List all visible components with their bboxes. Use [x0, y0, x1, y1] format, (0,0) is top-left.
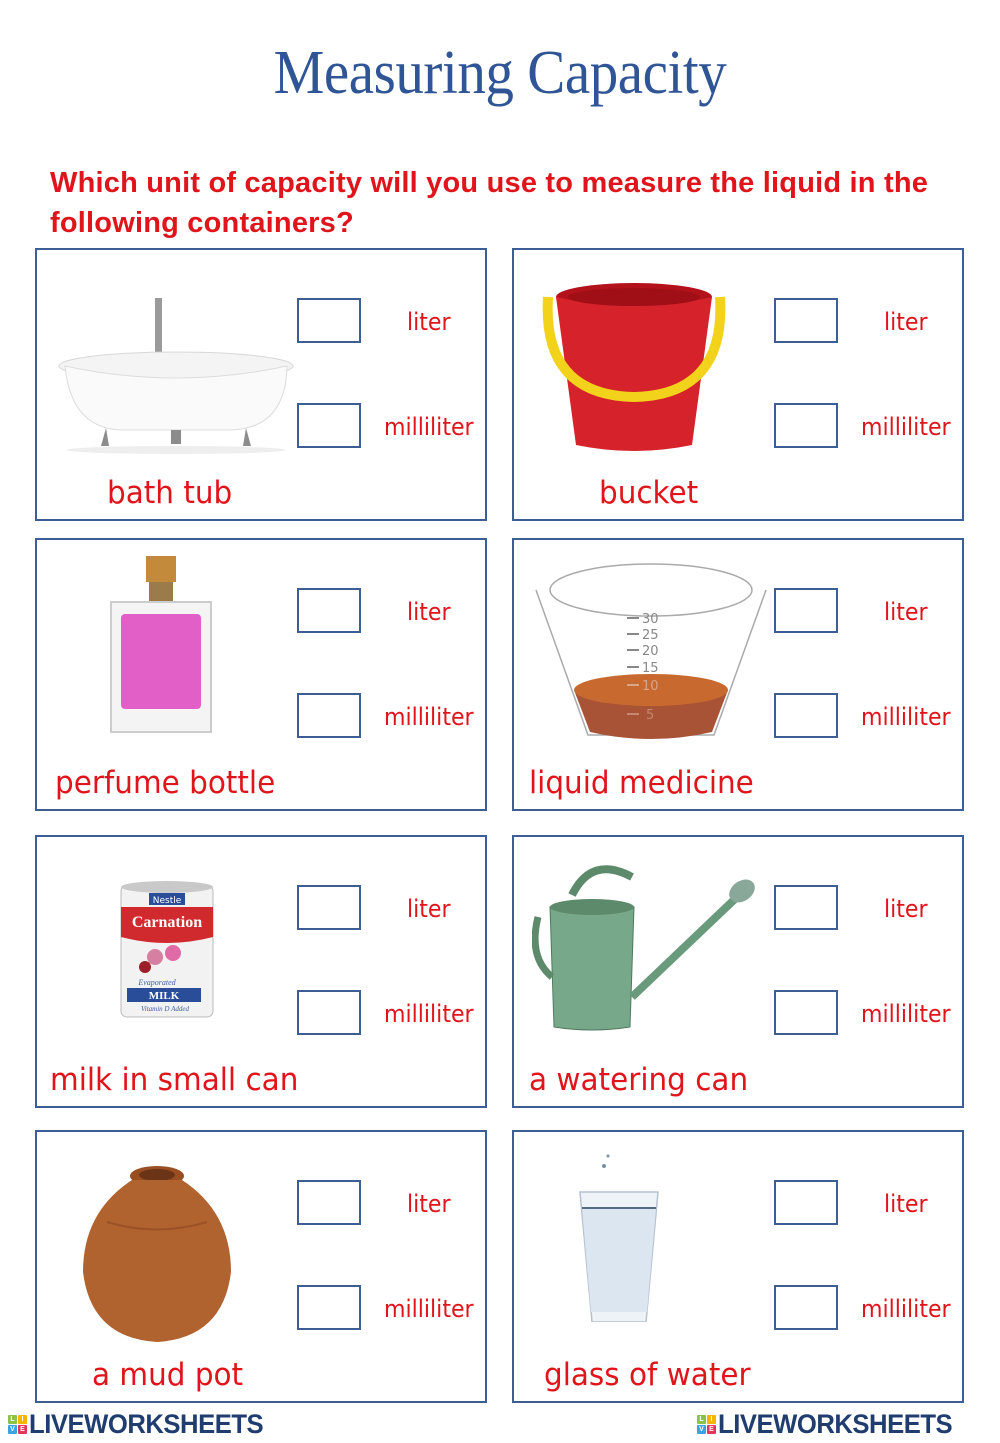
liter-label: liter — [407, 598, 451, 626]
liter-label: liter — [884, 598, 928, 626]
liter-checkbox[interactable] — [297, 1180, 361, 1225]
liveworksheets-logo-right[interactable] — [697, 1410, 965, 1438]
card-liquid-medicine — [512, 538, 964, 811]
milliliter-checkbox[interactable] — [297, 990, 361, 1035]
watering-can-image — [532, 857, 782, 1037]
liter-label: liter — [407, 1190, 451, 1218]
liter-label: liter — [884, 895, 928, 923]
container-name: perfume bottle — [55, 765, 276, 801]
svg-text:Evaporated: Evaporated — [138, 978, 176, 987]
svg-text:20: 20 — [642, 644, 659, 659]
svg-text:15: 15 — [642, 661, 659, 676]
logo-tiles-icon: L I V E — [8, 1415, 27, 1434]
container-name: glass of water — [544, 1357, 751, 1393]
milliliter-checkbox[interactable] — [774, 403, 838, 448]
container-name: a mud pot — [92, 1357, 244, 1393]
liveworksheets-logo-left[interactable] — [8, 1410, 276, 1438]
milliliter-label: milliliter — [384, 1000, 474, 1028]
liter-label: liter — [884, 308, 928, 336]
milliliter-label: milliliter — [861, 1000, 951, 1028]
milliliter-label: milliliter — [861, 413, 951, 441]
liter-checkbox[interactable] — [297, 298, 361, 343]
card-perfume-bottle — [35, 538, 487, 811]
logo-text: LIVEWORKSHEETS — [718, 1408, 953, 1439]
svg-text:30: 30 — [642, 612, 659, 627]
question-text: Which unit of capacity will you use to measure the liquid in the following containers? — [50, 167, 929, 239]
liter-checkbox[interactable] — [774, 298, 838, 343]
milliliter-label: milliliter — [384, 703, 474, 731]
page-title: Measuring Capacity — [273, 39, 727, 107]
liter-checkbox[interactable] — [774, 885, 838, 930]
card-bucket — [512, 248, 964, 521]
logo-tiles-icon: L I V E — [697, 1415, 716, 1434]
medicine-cup-image — [532, 560, 782, 740]
mud-pot-image — [77, 1162, 327, 1342]
milliliter-checkbox[interactable] — [297, 403, 361, 448]
milliliter-label: milliliter — [384, 1295, 474, 1323]
liter-label: liter — [407, 308, 451, 336]
milliliter-checkbox[interactable] — [297, 693, 361, 738]
bathtub-image — [51, 278, 301, 458]
container-name: liquid medicine — [529, 765, 754, 801]
svg-text:25: 25 — [642, 628, 659, 643]
perfume-bottle-image — [51, 554, 301, 734]
card-bath-tub — [35, 248, 487, 521]
milliliter-checkbox[interactable] — [297, 1285, 361, 1330]
milliliter-label: milliliter — [384, 413, 474, 441]
liter-checkbox[interactable] — [297, 885, 361, 930]
logo-text: LIVEWORKSHEETS — [29, 1408, 264, 1439]
milliliter-checkbox[interactable] — [774, 693, 838, 738]
svg-text:Carnation: Carnation — [131, 914, 203, 931]
svg-text:MILK: MILK — [148, 990, 180, 1002]
milliliter-label: milliliter — [861, 1295, 951, 1323]
liter-label: liter — [884, 1190, 928, 1218]
card-milk-can — [35, 835, 487, 1108]
milliliter-checkbox[interactable] — [774, 1285, 838, 1330]
liter-label: liter — [407, 895, 451, 923]
liter-checkbox[interactable] — [774, 1180, 838, 1225]
svg-text:10: 10 — [642, 679, 659, 694]
bucket-image — [534, 275, 784, 455]
milliliter-checkbox[interactable] — [774, 990, 838, 1035]
liter-checkbox[interactable] — [774, 588, 838, 633]
container-name: bucket — [599, 475, 699, 511]
card-watering-can — [512, 835, 964, 1108]
container-name: a watering can — [529, 1062, 749, 1098]
svg-text:5: 5 — [646, 708, 655, 723]
svg-text:Vitamin D Added: Vitamin D Added — [141, 1005, 189, 1013]
container-name: bath tub — [107, 475, 233, 511]
card-mud-pot — [35, 1130, 487, 1403]
container-name: milk in small can — [50, 1062, 299, 1098]
svg-text:Nestle: Nestle — [152, 896, 182, 906]
milliliter-label: milliliter — [861, 703, 951, 731]
liter-checkbox[interactable] — [297, 588, 361, 633]
card-glass-of-water — [512, 1130, 964, 1403]
